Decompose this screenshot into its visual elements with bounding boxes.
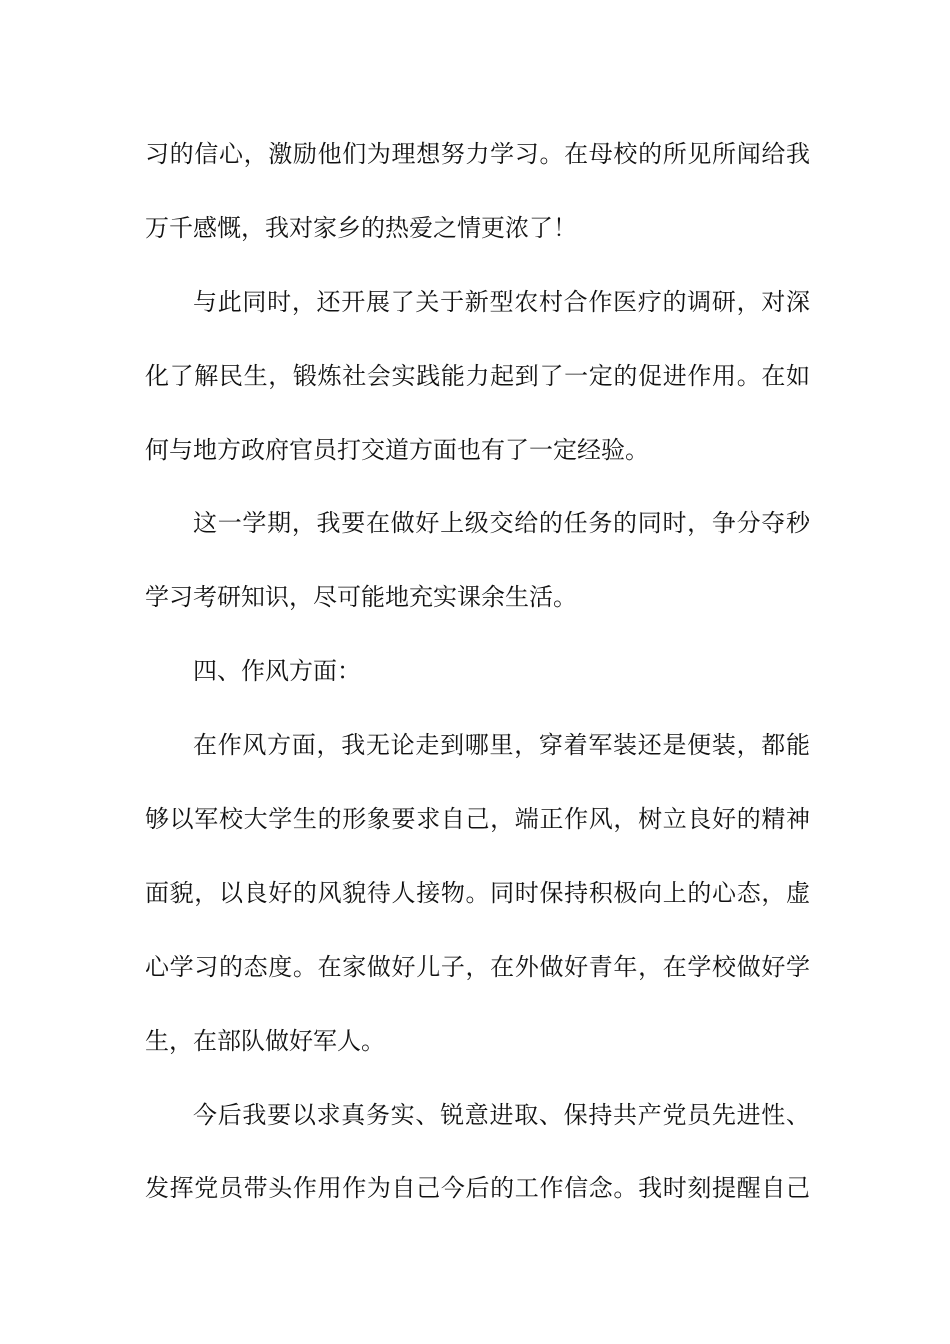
text-line: 发挥党员带头作用作为自己今后的工作信念。我时刻提醒自己 <box>145 1174 810 1202</box>
paragraph-first-line: 今后我要以求真务实、锐意进取、保持共产党员先进性、 <box>193 1101 810 1129</box>
text-line: 心学习的态度。在家做好儿子，在外做好青年，在学校做好学 <box>145 953 810 981</box>
paragraph-first-line: 与此同时，还开展了关于新型农村合作医疗的调研，对深 <box>193 288 810 316</box>
text-line: 化了解民生，锻炼社会实践能力起到了一定的促进作用。在如 <box>145 362 810 390</box>
paragraph-first-line: 这一学期，我要在做好上级交给的任务的同时，争分夺秒 <box>193 509 810 537</box>
text-line: 习的信心，激励他们为理想努力学习。在母校的所见所闻给我 <box>145 140 810 168</box>
section-heading: 四、作风方面： <box>193 657 361 685</box>
text-line: 够以军校大学生的形象要求自己，端正作风，树立良好的精神 <box>145 805 810 833</box>
text-line: 生，在部队做好军人。 <box>145 1027 385 1055</box>
text-line: 何与地方政府官员打交道方面也有了一定经验。 <box>145 436 649 464</box>
text-line: 学习考研知识，尽可能地充实课余生活。 <box>145 583 577 611</box>
paragraph-first-line: 在作风方面，我无论走到哪里，穿着军装还是便装，都能 <box>193 731 810 759</box>
text-line: 面貌，以良好的风貌待人接物。同时保持积极向上的心态，虚 <box>145 879 810 907</box>
text-line: 万千感慨，我对家乡的热爱之情更浓了！ <box>145 214 577 242</box>
